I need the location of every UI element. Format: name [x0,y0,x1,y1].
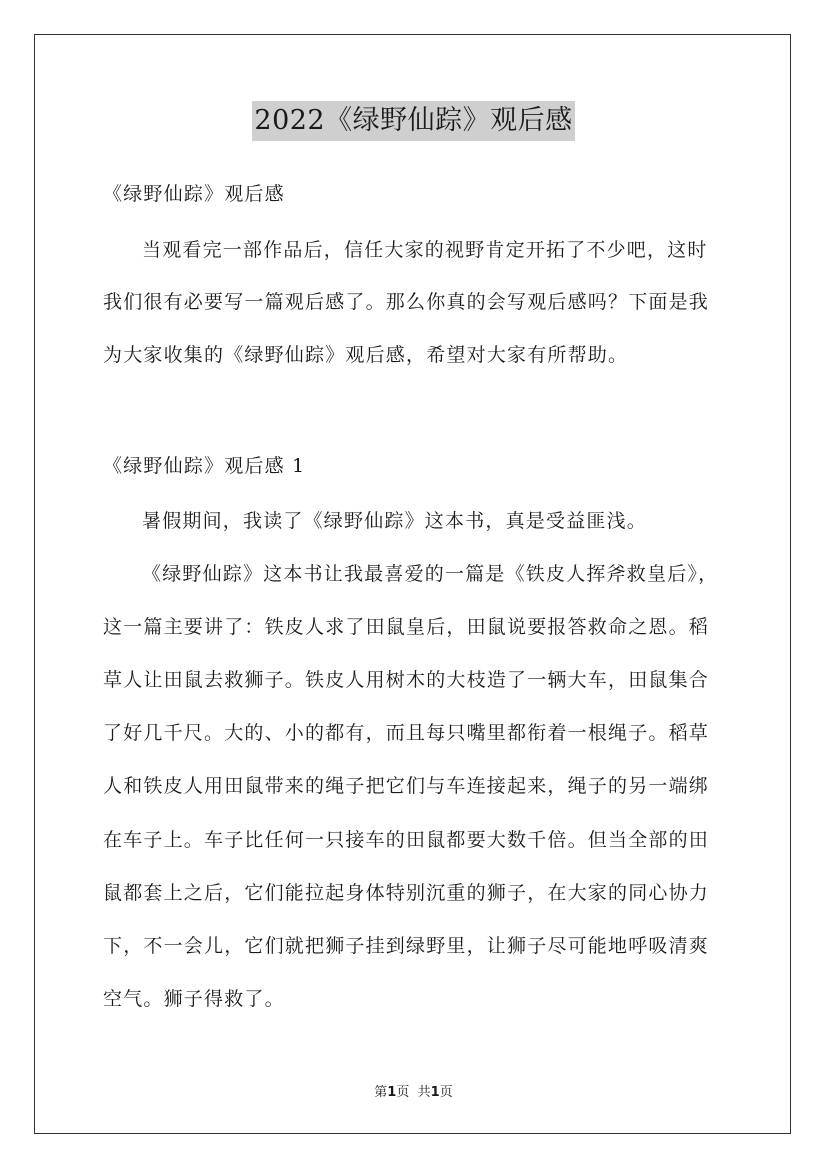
paragraph-1: 暑假期间，我读了《绿野仙踪》这本书，真是受益匪浅。 [142,510,648,532]
document-title-wrap [0,101,827,141]
section-heading: 《绿野仙踪》观后感 1 [103,455,306,477]
intro-line-1: 当观看完一部作品后，信任大家的视野肯定开拓了不少吧，这时 [142,239,708,261]
paragraph-2-line-9: 空气。狮子得救了。 [103,988,285,1010]
intro-line-2: 我们很有必要写一篇观后感了。那么你真的会写观后感吗？下面是我 [103,291,710,313]
paragraph-2-line-4: 了好几千尺。大的、小的都有，而且每只嘴里都衔着一根绳子。稻草 [103,722,710,744]
footer-total-pages: 1 [430,1085,440,1100]
footer-prefix: 第 [374,1085,388,1100]
intro-heading: 《绿野仙踪》观后感 [103,183,285,205]
document-title: 2022《绿野仙踪》观后感 [252,101,574,141]
footer-total-unit: 页 [439,1085,453,1100]
paragraph-2-line-7: 鼠都套上之后，它们能拉起身体特别沉重的狮子，在大家的同心协力 [103,882,710,904]
paragraph-2-line-6: 在车子上。车子比任何一只接车的田鼠都要大数千倍。但当全部的田 [103,829,710,851]
footer-page-unit: 页 [396,1085,410,1100]
intro-line-3: 为大家收集的《绿野仙踪》观后感，希望对大家有所帮助。 [103,344,629,366]
paragraph-2-line-2: 这一篇主要讲了：铁皮人求了田鼠皇后，田鼠说要报答救命之恩。稻 [103,616,710,638]
paragraph-2-line-5: 人和铁皮人用田鼠带来的绳子把它们与车连接起来，绳子的另一端绑 [103,775,710,797]
paragraph-2-line-8: 下，不一会儿，它们就把狮子挂到绿野里，让狮子尽可能地呼吸清爽 [103,935,710,957]
paragraph-2-line-3: 草人让田鼠去救狮子。铁皮人用树木的大枝造了一辆大车，田鼠集合 [103,669,710,691]
footer-page-number: 1 [387,1085,397,1100]
paragraph-2-line-1: 《绿野仙踪》这本书让我最喜爱的一篇是《铁皮人挥斧救皇后》， [142,563,719,585]
page-footer [0,1084,827,1102]
footer-total-prefix: 共 [417,1085,431,1100]
